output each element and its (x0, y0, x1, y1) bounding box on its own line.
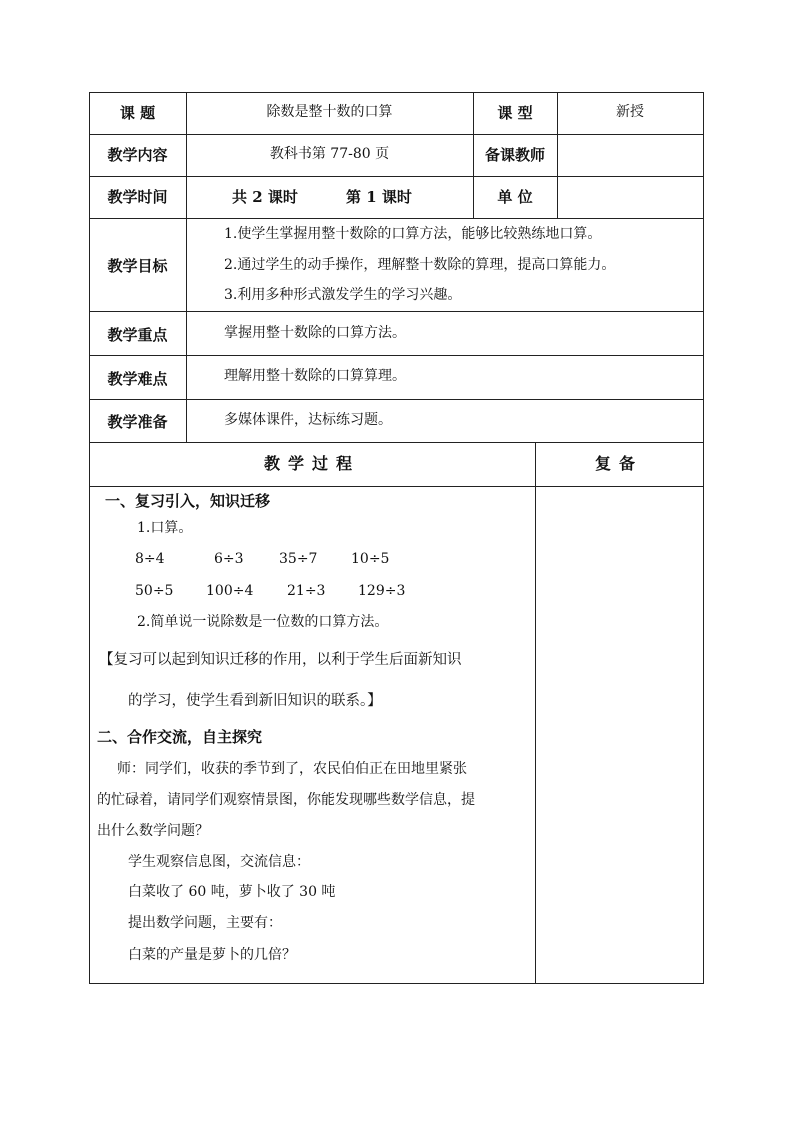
section-1-heading: 一、复习引入，知识迁移 (105, 492, 271, 510)
type-value: 新授 (616, 104, 644, 120)
paragraph-line: 学生观察信息图，交流信息： (128, 854, 310, 870)
calc-expression: 21÷3 (287, 583, 326, 599)
section-1-item: 2.简单说一说除数是一位数的口算方法。 (137, 614, 389, 630)
section-2-heading: 二、合作交流，自主探究 (97, 728, 263, 746)
objective-item: 1.使学生掌握用整十数除的口算方法，能够比较熟练地口算。 (224, 226, 602, 242)
label-unit: 单 位 (497, 188, 533, 206)
design-note: 【复习可以起到知识迁移的作用，以利于学生后面新知识 (99, 652, 462, 668)
row-divider (89, 218, 704, 219)
calc-expression: 10÷5 (351, 551, 390, 567)
paragraph-line: 师：同学们，收获的季节到了，农民伯伯正在田地里紧张 (117, 761, 467, 777)
row-divider (89, 486, 704, 487)
label-content: 教学内容 (107, 146, 168, 164)
row-divider (89, 399, 704, 400)
section-1-item: 1.口算。 (137, 520, 193, 536)
design-note: 的学习，使学生看到新旧知识的联系。】 (128, 693, 382, 709)
label-objectives: 教学目标 (107, 257, 168, 275)
objective-item: 2.通过学生的动手操作，理解整十数除的算理，提高口算能力。 (224, 257, 616, 273)
content-value: 教科书第 77-80 页 (269, 146, 390, 162)
topic-value: 除数是整十数的口算 (266, 104, 393, 120)
process-heading: 教学过程 (263, 454, 360, 473)
label-time: 教学时间 (107, 188, 168, 206)
label-type: 课 型 (497, 104, 533, 122)
calc-expression: 35÷7 (279, 551, 318, 567)
table-border-bottom (89, 983, 704, 984)
row-divider (89, 442, 704, 443)
calc-expression: 50÷5 (135, 583, 174, 599)
row-divider (89, 355, 704, 356)
label-difficulties: 教学难点 (107, 370, 168, 388)
row-divider (89, 176, 704, 177)
label-key-points: 教学重点 (107, 326, 168, 344)
calc-expression: 100÷4 (206, 583, 254, 599)
label-preparation: 教学准备 (107, 413, 168, 431)
calc-expression: 8÷4 (135, 551, 165, 567)
review-heading: 复备 (594, 454, 643, 473)
paragraph-line: 出什么数学问题？ (97, 823, 209, 839)
time-current: 第 1 课时 (346, 188, 412, 206)
table-border-right (703, 92, 704, 984)
row-divider (89, 311, 704, 312)
objective-item: 3.利用多种形式激发学生的学习兴趣。 (224, 287, 462, 303)
table-border-top (89, 92, 704, 93)
difficulties-value: 理解用整十数除的口算算理。 (224, 368, 406, 384)
paragraph-line: 的忙碌着，请同学们观察情景图，你能发现哪些数学信息，提 (97, 792, 475, 808)
paragraph-line: 白菜收了 60 吨，萝卜收了 30 吨 (128, 884, 336, 900)
preparation-value: 多媒体课件，达标练习题。 (224, 412, 392, 428)
table-border-left (89, 92, 90, 984)
time-total: 共 2 课时 (232, 188, 298, 206)
key-points-value: 掌握用整十数除的口算方法。 (224, 325, 406, 341)
calc-expression: 129÷3 (358, 583, 406, 599)
paragraph-line: 提出数学问题，主要有： (128, 915, 282, 931)
label-topic: 课 题 (119, 104, 156, 122)
row-divider (89, 134, 704, 135)
calc-expression: 6÷3 (214, 551, 244, 567)
label-teacher: 备课教师 (484, 146, 545, 164)
col-divider (535, 442, 536, 983)
paragraph-line: 白菜的产量是萝卜的几倍？ (128, 947, 296, 963)
